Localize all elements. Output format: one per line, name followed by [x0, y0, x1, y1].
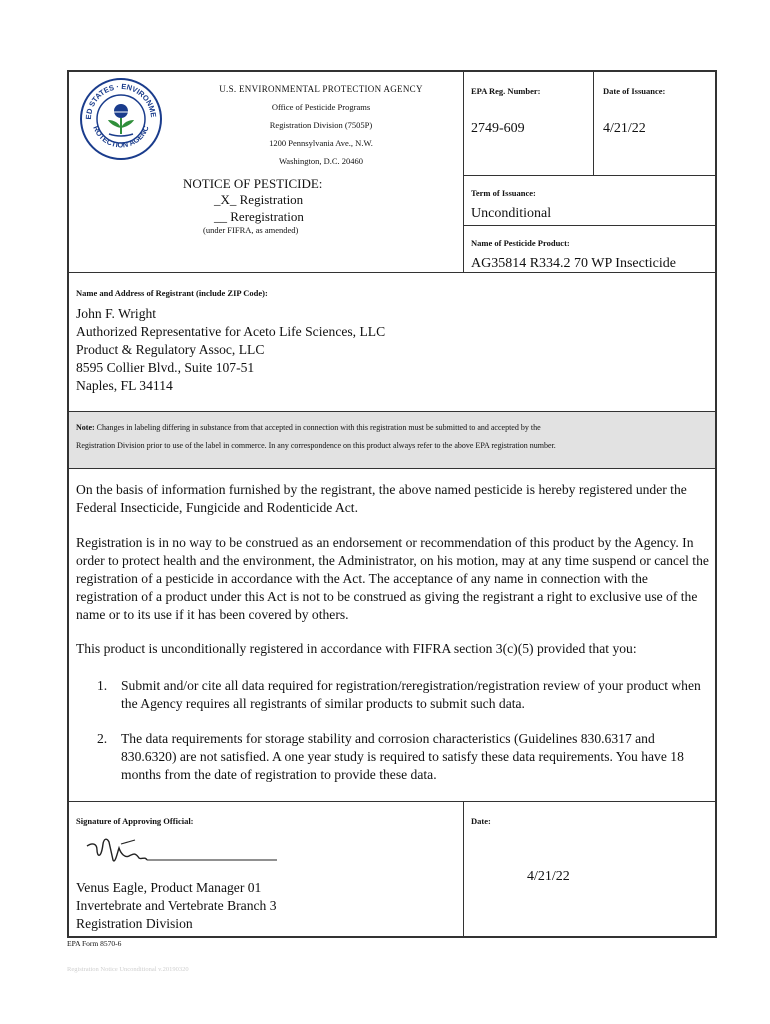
item-text-2: The data requirements for storage stability and corrosion characteristics (Guidelines 830.6317 and 830.6320) are not satisfied. A one year study is required to satisfy these data requirements. You have 18 months from the date of registration to provide these data. — [121, 731, 684, 782]
office-name: Office of Pesticide Programs — [271, 102, 371, 112]
body-paragraph-1: On the basis of information furnished by the registrant, the above named pesticide is hereby registered under the Federal Insecticide, Fungicide and Rodenticide Act. — [76, 482, 687, 515]
registrant-line: 8595 Collier Blvd., Suite 107-51 — [76, 360, 255, 375]
agency-name: U.S. ENVIRONMENTAL PROTECTION AGENCY — [219, 84, 423, 94]
divider-product — [463, 225, 716, 226]
approver-branch: Invertebrate and Vertebrate Branch 3 — [76, 898, 277, 913]
note-text-2: Registration Division prior to use of the label in commerce. In any correspondence on this product always refer to the above EPA registration number. — [76, 441, 556, 450]
svg-text:PROTECTION AGENCY: ROTECTION AGENC — [91, 124, 151, 150]
faint-footer: Registration Notice Unconditional v.20190320 — [67, 966, 189, 973]
approver-division: Registration Division — [76, 916, 193, 931]
approver-block — [76, 879, 277, 933]
notice-title: NOTICE OF PESTICIDE: — [183, 176, 323, 191]
note-background — [69, 412, 715, 468]
product-value: AG35814 R334.2 70 WP Insecticide — [471, 256, 676, 271]
divider-date-vertical — [593, 71, 594, 175]
division-name: Registration Division (7505P) — [269, 120, 373, 130]
notice-registration: _X_ Registration — [214, 192, 304, 207]
reg-number-value: 2749-609 — [471, 121, 525, 136]
product-label: Name of Pesticide Product: — [471, 238, 570, 248]
notice-subtitle: (under FIFRA, as amended) — [203, 225, 299, 235]
epa-seal-icon — [78, 76, 164, 162]
signature-image — [85, 834, 280, 868]
divider-header-vertical — [463, 71, 464, 273]
svg-text:UNITED STATES · ENVIRONMENTAL: ED STATES · ENVIRONME — [83, 81, 159, 120]
registrant-line: John F. Wright — [76, 306, 157, 321]
signature-date-value: 4/21/22 — [527, 869, 570, 884]
note-text-1: Changes in labeling differing in substance from that accepted in connection with this registration must be submitted to and accepted by the — [96, 423, 541, 432]
item-number-1: 1. — [97, 678, 108, 693]
divider-registrant — [68, 272, 716, 273]
address-line-2: Washington, D.C. 20460 — [278, 156, 364, 166]
signature-label: Signature of Approving Official: — [76, 816, 194, 826]
issuance-date-label: Date of Issuance: — [603, 86, 666, 96]
note-line-1 — [76, 423, 541, 432]
registrant-line: Naples, FL 34114 — [76, 378, 173, 393]
term-value: Unconditional — [471, 206, 552, 221]
reg-number-label: EPA Reg. Number: — [471, 86, 541, 96]
registrant-block — [76, 305, 385, 395]
signature-date-label: Date: — [471, 816, 491, 826]
address-line-1: 1200 Pennsylvania Ave., N.W. — [269, 138, 373, 148]
registrant-line: Authorized Representative for Aceto Life Sciences, LLC — [76, 324, 386, 339]
term-label: Term of Issuance: — [471, 188, 536, 198]
registrant-line: Product & Regulatory Assoc, LLC — [76, 342, 265, 357]
divider-term — [463, 175, 716, 176]
body-paragraph-3: This product is unconditionally registered in accordance with FIFRA section 3(c)(5) provided that you: — [76, 641, 637, 656]
form-number: EPA Form 8570-6 — [67, 939, 122, 948]
issuance-date-value: 4/21/22 — [603, 121, 646, 136]
notice-reregistration: __ Reregistration — [214, 209, 304, 224]
body-paragraph-2: Registration is in no way to be construed as an endorsement or recommendation of this product by the Agency. In order to protect health and the environment, the Administrator, on his motion, may at any time suspend or cancel the registration of a pesticide in accordance with the Act. The acceptance of any name in connection with the registration of a product under this Act is not to be construed as giving the registrant a right to exclusive use of the name or to its use if it has been covered by others. — [76, 535, 709, 622]
item-text-1: Submit and/or cite all data required for registration/reregistration/registration review of your product when the Agency requires all registrants of similar products to submit such data. — [121, 678, 701, 711]
divider-signature — [68, 801, 716, 802]
divider-signature-vertical — [463, 801, 464, 937]
note-label: Note: — [76, 423, 95, 432]
item-number-2: 2. — [97, 731, 108, 746]
registrant-label: Name and Address of Registrant (include ZIP Code): — [76, 288, 268, 298]
divider-note — [68, 411, 716, 412]
approver-name: Venus Eagle, Product Manager 01 — [76, 880, 262, 895]
divider-body — [68, 468, 716, 469]
